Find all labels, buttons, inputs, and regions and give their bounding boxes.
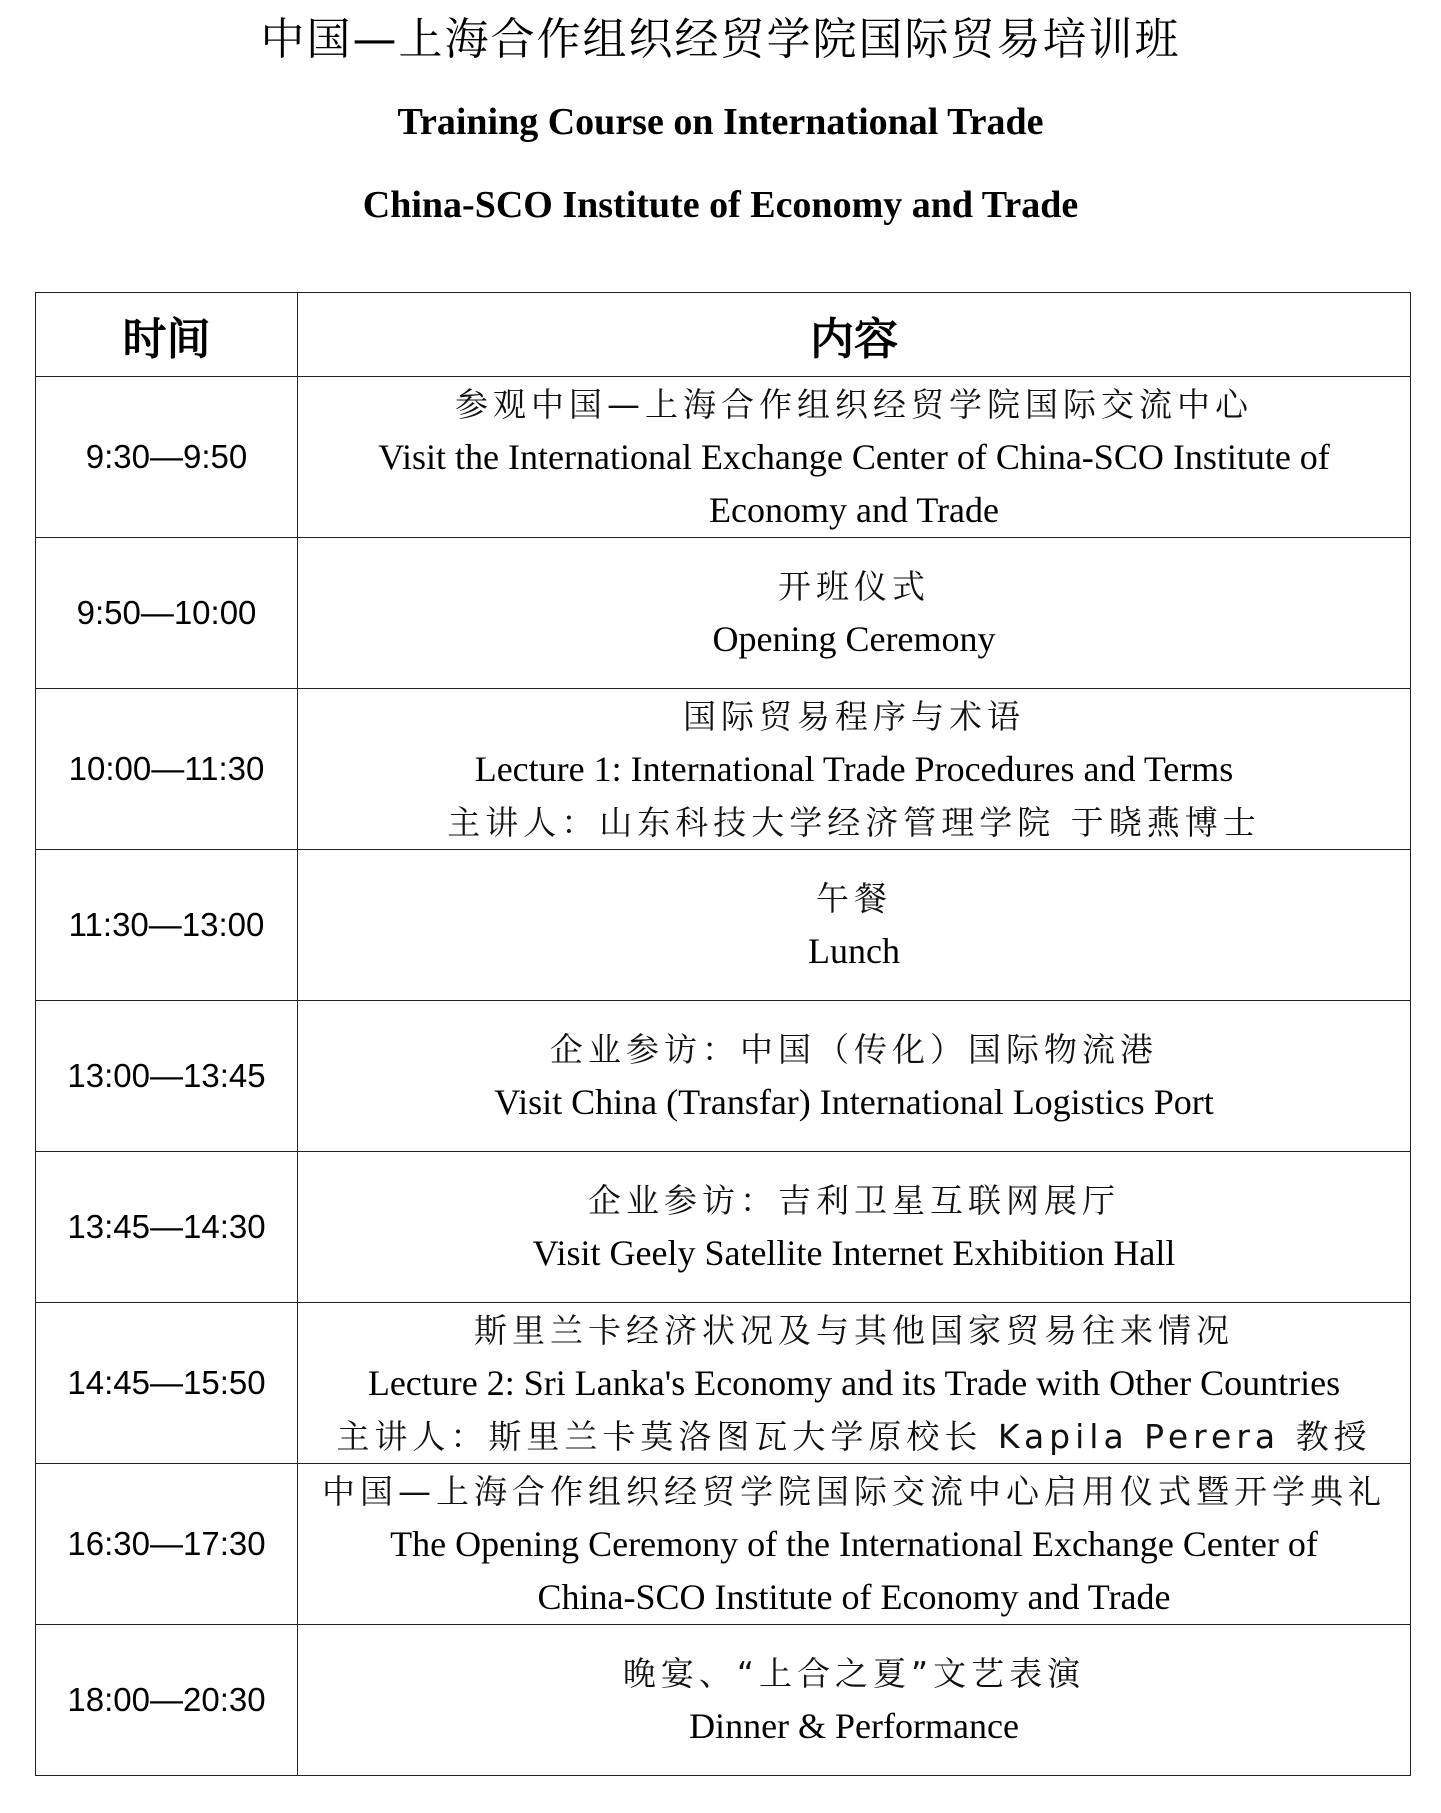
time-cell: 16:30—17:30 bbox=[36, 1464, 298, 1625]
content-english-line: Lunch bbox=[808, 931, 900, 971]
time-cell: 14:45—15:50 bbox=[36, 1303, 298, 1464]
content-cell bbox=[298, 377, 1411, 538]
content-chinese: 开班仪式 bbox=[778, 567, 930, 606]
content-english-line: The Opening Ceremony of the International Exchange Center of bbox=[390, 1523, 1318, 1564]
content-english-line: China-SCO Institute of Economy and Trade bbox=[537, 1576, 1171, 1617]
content-english-line: Dinner & Performance bbox=[689, 1706, 1019, 1746]
content-chinese: 企业参访：吉利卫星互联网展厅 bbox=[588, 1181, 1120, 1220]
content-cell bbox=[298, 1625, 1411, 1776]
schedule-row bbox=[36, 377, 1411, 538]
time-cell: 13:45—14:30 bbox=[36, 1152, 298, 1303]
time-cell: 11:30—13:00 bbox=[36, 850, 298, 1001]
content-cell bbox=[298, 1464, 1411, 1625]
schedule-row bbox=[36, 850, 1411, 1001]
page-title-chinese: 中国—上海合作组织经贸学院国际贸易培训班 bbox=[260, 14, 1181, 65]
content-cell bbox=[298, 538, 1411, 689]
content-chinese: 参观中国—上海合作组织经贸学院国际交流中心 bbox=[455, 384, 1253, 424]
page-title-english-line1: Training Course on International Trade bbox=[397, 101, 1044, 143]
content-chinese: 晚宴、“上合之夏”文艺表演 bbox=[622, 1654, 1086, 1693]
content-english-line: Lecture 1: International Trade Procedures and Terms bbox=[474, 748, 1234, 789]
time-cell: 9:50—10:00 bbox=[36, 538, 298, 689]
schedule-row bbox=[36, 689, 1411, 850]
header-row bbox=[36, 293, 1411, 377]
content-english-line: Opening Ceremony bbox=[712, 619, 996, 659]
time-cell: 10:00—11:30 bbox=[36, 689, 298, 850]
content-english-line: Lecture 2: Sri Lanka's Economy and its Trade with Other Countries bbox=[367, 1362, 1341, 1403]
content-cell bbox=[298, 1152, 1411, 1303]
content-english-line: Visit the International Exchange Center of China-SCO Institute of bbox=[378, 436, 1330, 477]
schedule-row bbox=[36, 1464, 1411, 1625]
time-cell: 18:00—20:30 bbox=[36, 1625, 298, 1776]
time-cell: 13:00—13:45 bbox=[36, 1001, 298, 1152]
speaker-line: 主讲人：山东科技大学经济管理学院 于晓燕博士 bbox=[447, 802, 1261, 842]
content-chinese: 午餐 bbox=[816, 879, 892, 918]
schedule-row bbox=[36, 1625, 1411, 1776]
content-english-line: Visit China (Transfar) International Logistics Port bbox=[494, 1082, 1214, 1122]
content-cell bbox=[298, 689, 1411, 850]
schedule-row bbox=[36, 1303, 1411, 1464]
content-english-line: Visit Geely Satellite Internet Exhibition Hall bbox=[532, 1233, 1176, 1273]
schedule-row bbox=[36, 1152, 1411, 1303]
page-title-english-line2: China-SCO Institute of Economy and Trade bbox=[362, 184, 1079, 226]
content-cell bbox=[298, 850, 1411, 1001]
content-chinese: 中国—上海合作组织经贸学院国际交流中心启用仪式暨开学典礼 bbox=[322, 1471, 1386, 1511]
content-chinese: 企业参访：中国（传化）国际物流港 bbox=[550, 1030, 1158, 1069]
schedule-row bbox=[36, 1001, 1411, 1152]
content-chinese: 国际贸易程序与术语 bbox=[683, 696, 1025, 736]
time-cell: 9:30—9:50 bbox=[36, 377, 298, 538]
content-cell bbox=[298, 1303, 1411, 1464]
schedule-row bbox=[36, 538, 1411, 689]
speaker-line: 主讲人：斯里兰卡莫洛图瓦大学原校长 Kapila Perera 教授 bbox=[336, 1416, 1372, 1456]
content-english-line: Economy and Trade bbox=[709, 489, 999, 530]
header-content: 内容 bbox=[298, 293, 1411, 377]
header-time: 时间 bbox=[36, 293, 298, 377]
schedule-table bbox=[35, 292, 1411, 1776]
content-chinese: 斯里兰卡经济状况及与其他国家贸易往来情况 bbox=[474, 1310, 1234, 1350]
content-cell bbox=[298, 1001, 1411, 1152]
